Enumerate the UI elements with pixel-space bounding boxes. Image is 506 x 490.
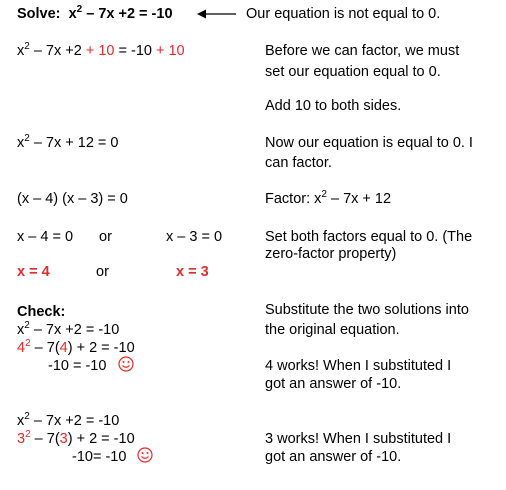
step3-equation: (x – 4) (x – 3) = 0 bbox=[17, 191, 128, 207]
check1-sub-base: 4 bbox=[17, 340, 26, 356]
check2-substituted-eq bbox=[17, 431, 135, 448]
check2-sub-exp: 2 bbox=[25, 429, 31, 440]
header-note: Our equation is not equal to 0. bbox=[246, 6, 441, 22]
step1-note-line1: Before we can factor, we must bbox=[265, 43, 460, 59]
step4-note-line1: Set both factors equal to 0. (The bbox=[265, 229, 473, 245]
step2-eq-rest: – 7x + 12 = 0 bbox=[29, 135, 119, 151]
step1-eq-plus10-right: + 10 bbox=[155, 43, 185, 59]
solution-or: or bbox=[96, 264, 109, 280]
step3-note-rest: – 7x + 12 bbox=[326, 191, 392, 207]
check2-eq-rest: – 7x +2 = -10 bbox=[29, 413, 120, 429]
check1-result: -10 = -10 bbox=[48, 358, 107, 374]
step1-eq-a: – 7x +2 bbox=[29, 43, 86, 59]
check1-eq-rest: – 7x +2 = -10 bbox=[29, 322, 120, 338]
solve-label: Solve: bbox=[17, 6, 61, 22]
step2-note-line1: Now our equation is equal to 0. I bbox=[265, 135, 473, 151]
step3-note-exp: 2 bbox=[321, 189, 327, 200]
step3-note-prefix: Factor: x bbox=[265, 191, 322, 207]
check1-eq-exp: 2 bbox=[24, 320, 30, 331]
check2-sub-base: 3 bbox=[17, 431, 26, 447]
check2-sub-mid: – 7( bbox=[30, 431, 60, 447]
check1-sub-end: ) + 2 = -10 bbox=[67, 340, 135, 356]
check2-eq-exp: 2 bbox=[24, 411, 30, 422]
solution-left: x = 4 bbox=[17, 264, 50, 280]
step1-eq-exp: 2 bbox=[24, 41, 30, 52]
step4-left-equation: x – 4 = 0 bbox=[17, 229, 74, 245]
header-eq-exp: 2 bbox=[76, 4, 83, 15]
smiley-icon bbox=[118, 356, 134, 372]
step1-equation bbox=[17, 43, 185, 60]
solve-heading bbox=[17, 6, 173, 23]
check2-sub-end: ) + 2 = -10 bbox=[67, 431, 135, 447]
check2-eq-x: x bbox=[17, 413, 25, 429]
step4-right-equation: x – 3 = 0 bbox=[166, 229, 223, 245]
header-eq-rest: – 7x +2 = -10 bbox=[82, 6, 173, 22]
check1-note-line2: got an answer of -10. bbox=[265, 376, 402, 392]
step3-note bbox=[265, 191, 391, 208]
check1-sub-val: 4 bbox=[59, 340, 68, 356]
check2-original-eq bbox=[17, 413, 119, 430]
check2-sub-val: 3 bbox=[59, 431, 68, 447]
check2-note-line1: 3 works! When I substituted I bbox=[265, 431, 452, 447]
arrow-left-icon bbox=[197, 9, 236, 19]
step4-note-line2: zero-factor property) bbox=[265, 246, 397, 262]
check1-eq-x: x bbox=[17, 322, 25, 338]
step1-eq-c: = -10 bbox=[114, 43, 156, 59]
step4-or: or bbox=[99, 229, 112, 245]
step2-eq-exp: 2 bbox=[24, 133, 30, 144]
check-note-line1: Substitute the two solutions into bbox=[265, 302, 469, 318]
header-eq-x: x bbox=[68, 6, 77, 22]
check1-substituted-eq bbox=[17, 340, 135, 357]
check1-note-line1: 4 works! When I substituted I bbox=[265, 358, 452, 374]
check-label: Check: bbox=[17, 304, 66, 320]
check2-result: -10= -10 bbox=[72, 449, 127, 465]
step2-equation bbox=[17, 135, 119, 152]
step1-eq-plus10: + 10 bbox=[85, 43, 115, 59]
step1-note-line3: Add 10 to both sides. bbox=[265, 98, 402, 114]
step2-eq-x: x bbox=[17, 135, 25, 151]
check-note-line2: the original equation. bbox=[265, 322, 400, 338]
check1-sub-exp: 2 bbox=[25, 338, 31, 349]
smiley-icon bbox=[137, 447, 153, 463]
solution-right: x = 3 bbox=[176, 264, 209, 280]
step1-eq-x: x bbox=[17, 43, 25, 59]
check1-sub-mid: – 7( bbox=[30, 340, 60, 356]
step2-note-line2: can factor. bbox=[265, 155, 332, 171]
check2-note-line2: got an answer of -10. bbox=[265, 449, 402, 465]
step1-note-line2: set our equation equal to 0. bbox=[265, 64, 441, 80]
check1-original-eq bbox=[17, 322, 119, 339]
